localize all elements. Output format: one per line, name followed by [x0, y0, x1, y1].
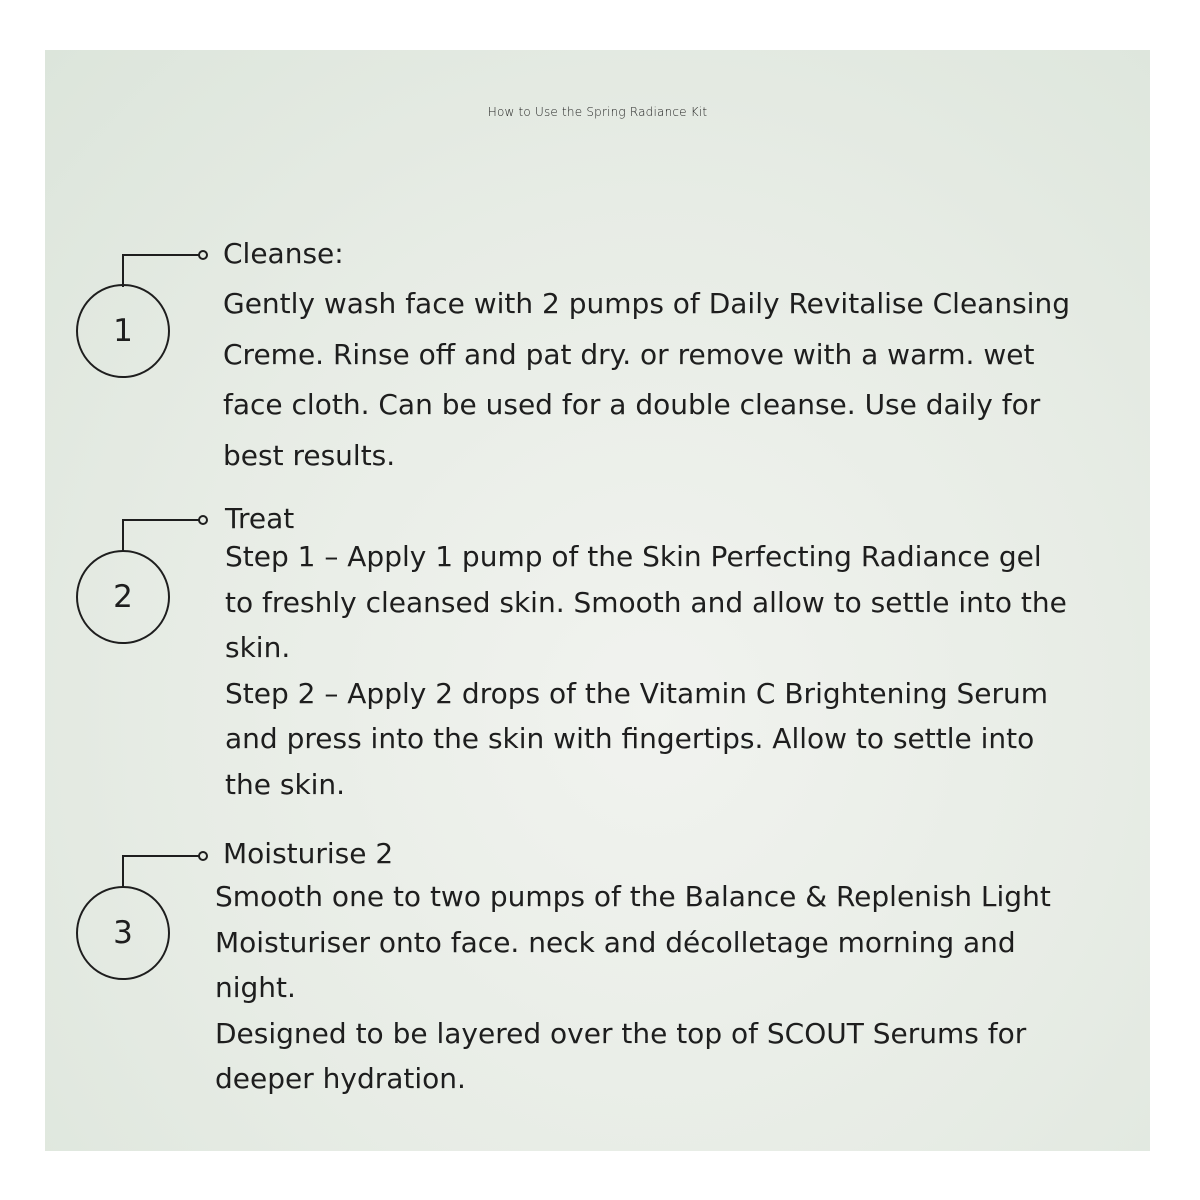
- step-1-number-circle: [76, 284, 170, 378]
- step-1-line: Creme. Rinse off and pat dry. or remove with a warm. wet: [223, 337, 1035, 371]
- step-3-line: Smooth one to two pumps of the Balance & Replenish Light: [215, 880, 1051, 913]
- step-3-heading: Moisturise 2: [223, 837, 394, 870]
- step-1-bullet-dot: [198, 250, 208, 260]
- step-2-connector-line: [122, 519, 200, 552]
- step-2-heading: Treat: [225, 502, 295, 535]
- step-1-heading: Cleanse:: [223, 237, 344, 270]
- step-3-number: 3: [113, 915, 133, 951]
- step-2-body: [225, 534, 1067, 807]
- step-3-bullet-dot: [198, 851, 208, 861]
- step-1-line: Gently wash face with 2 pumps of Daily Revitalise Cleansing: [223, 287, 1070, 320]
- instruction-card: [45, 50, 1150, 1151]
- step-3-line: Moisturiser onto face. neck and décolletage morning and: [215, 925, 1016, 959]
- step-2-bullet-dot: [198, 515, 208, 525]
- step-2-number-circle: [76, 550, 170, 644]
- step-2-line: and press into the skin with fingertips. Allow to settle into: [225, 722, 1035, 755]
- step-3-number-circle: [76, 886, 170, 980]
- step-2-line: to freshly cleansed skin. Smooth and allow to settle into the: [225, 585, 1067, 619]
- step-2-line: Step 2 – Apply 2 drops of the Vitamin C Brightening Serum: [225, 676, 1049, 710]
- step-1-body: [223, 279, 1070, 481]
- page-title: How to Use the Spring Radiance Kit: [487, 105, 708, 119]
- step-3-line: Designed to be layered over the top of SCOUT Serums for: [215, 1016, 1027, 1050]
- step-1-number: 1: [113, 313, 133, 349]
- step-3-line: deeper hydration.: [215, 1062, 466, 1095]
- step-1-line: face cloth. Can be used for a double cleanse. Use daily for: [223, 388, 1041, 421]
- step-3-line: night.: [215, 971, 296, 1004]
- step-1-connector-line: [122, 254, 200, 287]
- step-2-line: Step 1 – Apply 1 pump of the Skin Perfecting Radiance gel: [225, 540, 1042, 573]
- step-2-line: skin.: [225, 631, 291, 664]
- step-2-line: the skin.: [225, 767, 346, 801]
- step-2-number: 2: [113, 579, 133, 615]
- step-3-connector-line: [122, 855, 200, 888]
- step-3-body: [215, 874, 1051, 1102]
- step-1-line: best results.: [223, 438, 396, 472]
